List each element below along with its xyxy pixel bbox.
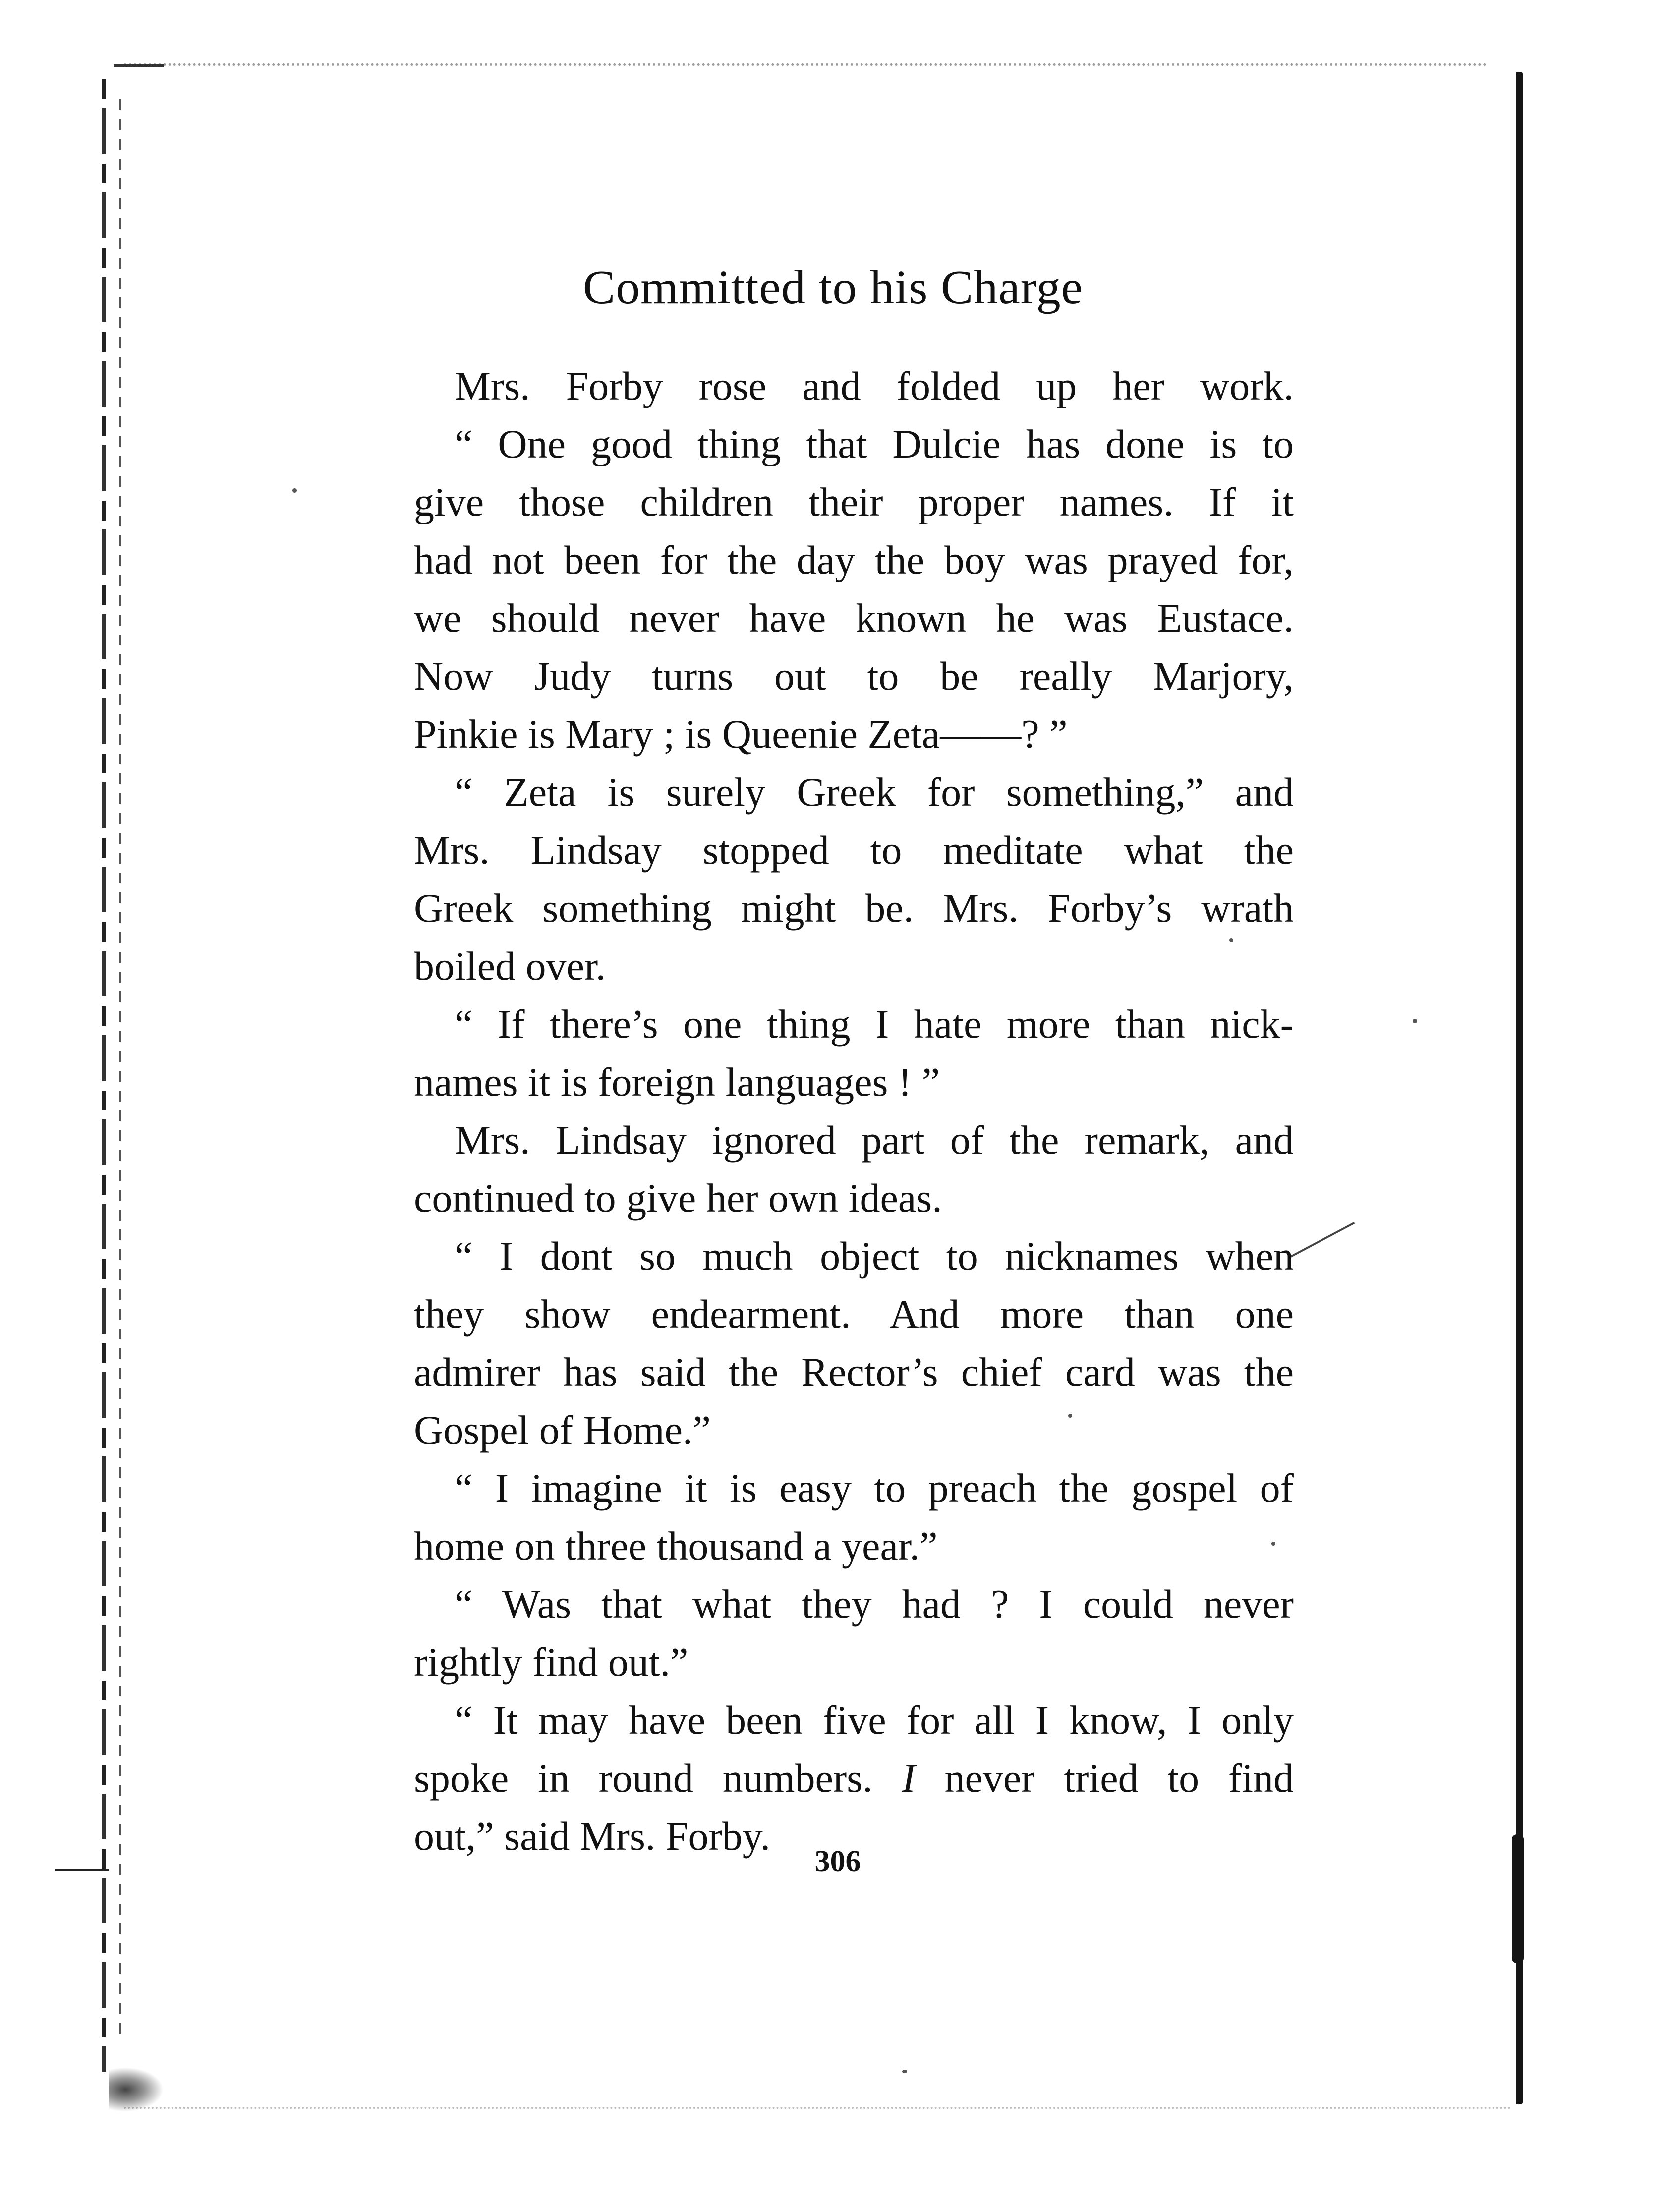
text-line: home on three thousand a year.”: [414, 1523, 938, 1569]
text-line: Mrs. Forby rose and folded up her work.: [455, 363, 1294, 408]
text-line: names it is foreign languages ! ”: [414, 1059, 940, 1105]
page-edge-right-bulge: [1512, 1834, 1524, 1963]
text-line: Now Judy turns out to be really Marjory,: [414, 653, 1294, 699]
text-line: they show endearment. And more than one: [414, 1291, 1294, 1337]
text-line: boiled over.: [414, 943, 606, 989]
page-edge-top: [124, 63, 1487, 66]
page-number: 306: [814, 1845, 861, 1878]
text-line: “ I dont so much object to nicknames when: [455, 1233, 1294, 1279]
text-fragment: spoke in round numbers.: [414, 1755, 873, 1801]
page-edge-top-left-mark: [114, 64, 164, 67]
page-edge-right: [1516, 72, 1523, 2104]
text-line: had not been for the day the boy was prayed for,: [414, 537, 1294, 582]
text-line: “ If there’s one thing I hate more than nick-: [455, 1001, 1294, 1047]
page-edge-bottom: [124, 2107, 1512, 2109]
text-fragment: never tried to find: [944, 1755, 1294, 1801]
text-line: “ Zeta is surely Greek for something,” and: [455, 769, 1294, 815]
text-line: admirer has said the Rector’s chief card was the: [414, 1349, 1294, 1395]
text-line: Pinkie is Mary ; is Queenie Zeta——? ”: [414, 711, 1068, 757]
text-line: “ It may have been five for all I know, I only: [455, 1697, 1294, 1743]
text-line: out,” said Mrs. Forby.: [414, 1813, 770, 1859]
text-line: Mrs. Lindsay stopped to meditate what the: [414, 827, 1294, 873]
text-line: continued to give her own ideas.: [414, 1175, 942, 1221]
page-edge-left: [102, 79, 106, 2072]
text-line: give those children their proper names. If it: [414, 479, 1294, 524]
italic-emphasis: I: [902, 1755, 916, 1801]
text-line: “ Was that what they had ? I could never: [455, 1581, 1294, 1627]
page-title: Committed to his Charge: [582, 261, 1084, 314]
text-line-mixed: [414, 1749, 1294, 1807]
page-edge-left-tick: [55, 1869, 109, 1871]
scan-stain: [109, 2067, 164, 2112]
text-line: Mrs. Lindsay ignored part of the remark, and: [455, 1117, 1294, 1163]
text-line: “ I imagine it is easy to preach the gospel of: [455, 1465, 1294, 1511]
stray-pen-mark: [1288, 1222, 1355, 1259]
text-line: “ One good thing that Dulcie has done is to: [455, 421, 1294, 466]
scan-speck: [902, 2070, 907, 2073]
text-line: rightly find out.”: [414, 1639, 689, 1685]
text-line: Greek something might be. Mrs. Forby’s wrath: [414, 885, 1294, 931]
scan-speck: [292, 488, 297, 493]
text-line: Gospel of Home.”: [414, 1407, 711, 1453]
text-line: we should never have known he was Eustace.: [414, 595, 1294, 640]
page-edge-left-inner: [119, 99, 121, 2042]
scan-speck: [1413, 1019, 1417, 1023]
body-text: [414, 357, 1294, 1865]
